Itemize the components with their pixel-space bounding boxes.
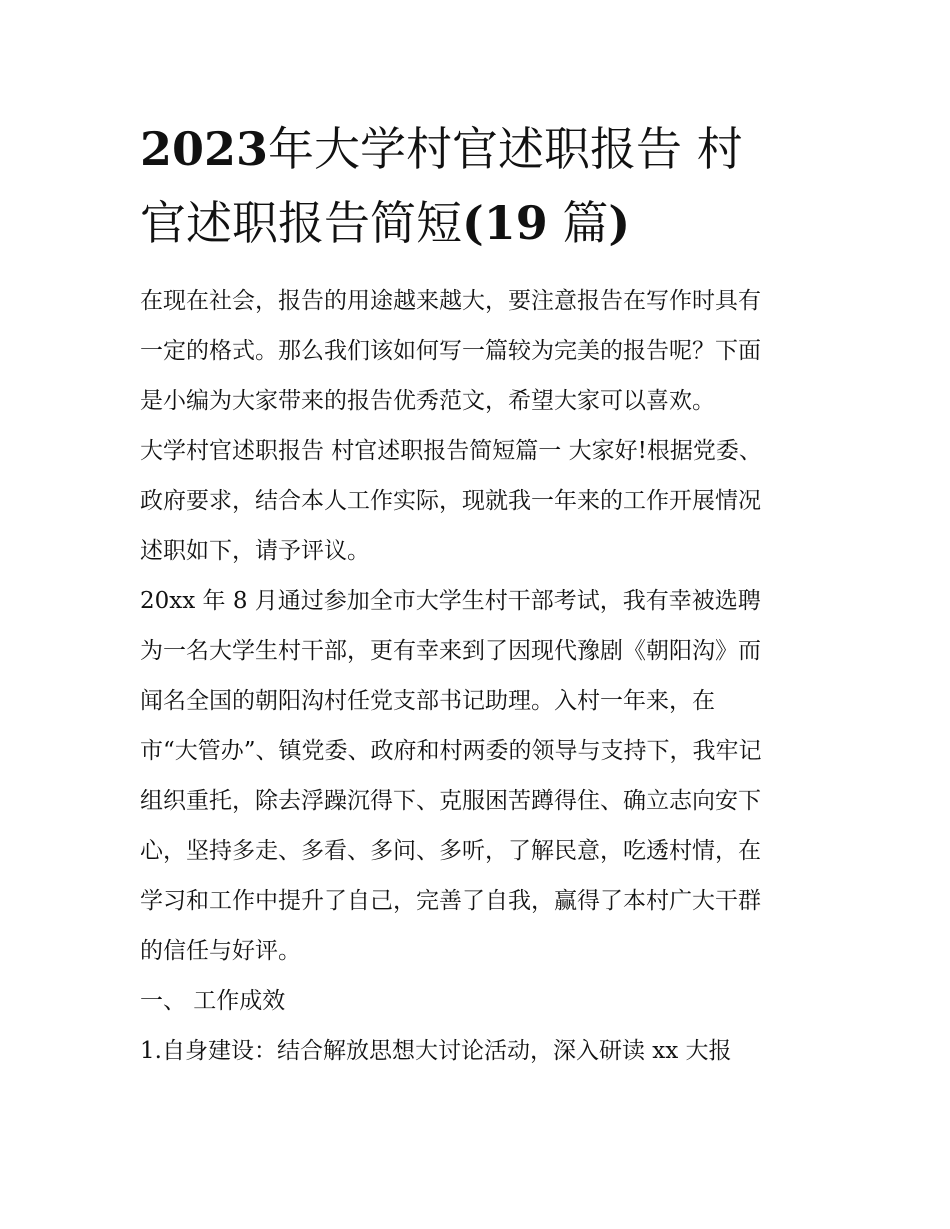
title-count-unit: 篇 [547,196,609,250]
body-line: 大学村官述职报告 村官述职报告简短篇一 大家好!根据党委、 [140,438,762,464]
body-line: 20xx 年 8 月通过参加全市大学生村干部考试，我有幸被选聘 [140,588,761,614]
body-line: 的信任与好评。 [140,938,301,964]
title-line-1 [140,112,820,186]
title-line-2-text: 官述职报告简短 [140,196,462,250]
title-line-1-text: 年大学村官述职报告 村 [268,122,743,176]
body-line: 是小编为大家带来的报告优秀范文，希望大家可以喜欢。 [140,388,715,414]
title-line-2 [140,186,820,260]
body-line: 为一名大学生村干部，更有幸来到了因现代豫剧《朝阳沟》而 [140,638,761,664]
body-line: 政府要求，结合本人工作实际，现就我一年来的工作开展情况 [140,488,761,514]
body-line: 学习和工作中提升了自己，完善了自我，赢得了本村广大干群 [140,888,761,914]
body-line: 1.自身建设：结合解放思想大讨论活动，深入研读 xx 大报 [140,1038,732,1064]
body-line: 闻名全国的朝阳沟村任党支部书记助理。入村一年来，在 [140,688,715,714]
body-line: 述职如下，请予评议。 [140,538,370,564]
body-line: 心，坚持多走、多看、多问、多听，了解民意，吃透村情，在 [140,838,761,864]
document-title [140,112,820,260]
body-line: 在现在社会，报告的用途越来越大，要注意报告在写作时具有 [140,288,761,314]
title-close-paren: ) [608,196,631,250]
body-line: 市“大管办”、镇党委、政府和村两委的领导与支持下，我牢记 [140,738,762,764]
title-year: 2023 [140,122,269,176]
body-line: 组织重托，除去浮躁沉得下、克服困苦蹲得住、确立志向安下 [140,788,761,814]
document-body [140,276,820,1076]
section-heading: 一、 工作成效 [140,988,286,1014]
title-count: (19 [462,196,548,250]
body-line: 一定的格式。那么我们该如何写一篇较为完美的报告呢？下面 [140,338,761,364]
document-page [140,112,820,1076]
